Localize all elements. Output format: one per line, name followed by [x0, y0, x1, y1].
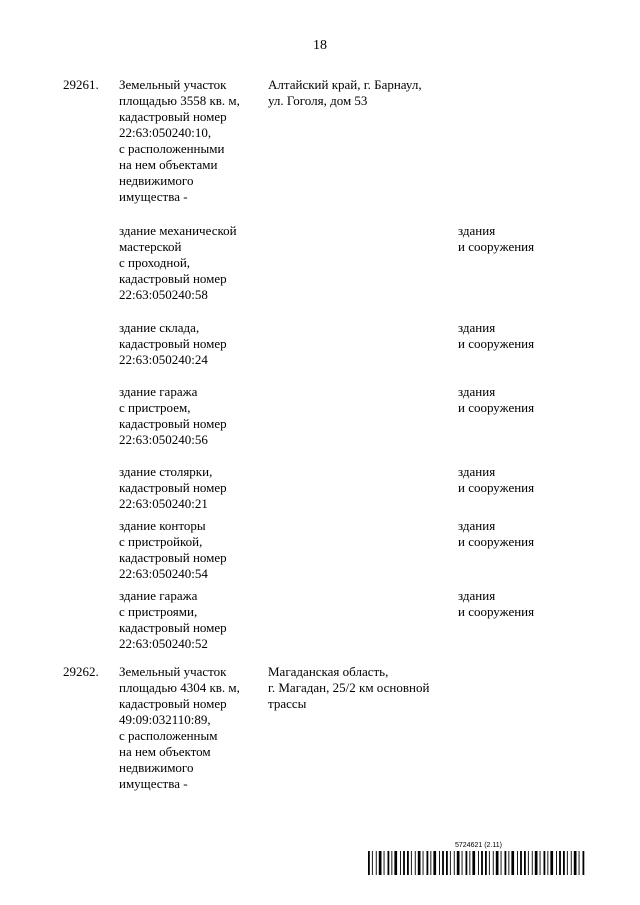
object-name: здание механической мастерской с проходной, кадастровый номер 22:63:050240:58: [119, 223, 237, 302]
object-name: здание гаража с пристроем, кадастровый номер 22:63:050240:56: [119, 384, 227, 447]
object-type: здания и сооружения: [458, 223, 535, 254]
barcode-code: 5724621 (2.11): [455, 842, 502, 849]
entry-description: Земельный участок площадью 3558 кв. м, кадастровый номер 22:63:050240:10, с расположенными на нем объектами недвижимого имущества -: [119, 77, 240, 204]
entry-number: 29261.: [63, 77, 99, 92]
object-type: здания и сооружения: [458, 464, 535, 495]
entry-description: Земельный участок площадью 4304 кв. м, кадастровый номер 49:09:032110:89, с расположенным на нем объектом недвижимого имущества -: [119, 664, 240, 791]
page-number: 18: [313, 38, 327, 53]
entry-number: 29262.: [63, 664, 99, 679]
object-type: здания и сооружения: [458, 518, 535, 549]
object-type: здания и сооружения: [458, 384, 535, 415]
object-type: здания и сооружения: [458, 588, 535, 619]
object-name: здание гаража с пристроями, кадастровый номер 22:63:050240:52: [119, 588, 227, 651]
entry-address: Алтайский край, г. Барнаул, ул. Гоголя, дом 53: [268, 77, 422, 108]
barcode-icon: [368, 851, 588, 875]
object-type: здания и сооружения: [458, 320, 535, 351]
object-name: здание конторы с пристройкой, кадастровый номер 22:63:050240:54: [119, 518, 227, 581]
entry-address: Магаданская область, г. Магадан, 25/2 км основной трассы: [268, 664, 430, 711]
object-name: здание склада, кадастровый номер 22:63:050240:24: [119, 320, 227, 367]
object-name: здание столярки, кадастровый номер 22:63:050240:21: [119, 464, 227, 511]
